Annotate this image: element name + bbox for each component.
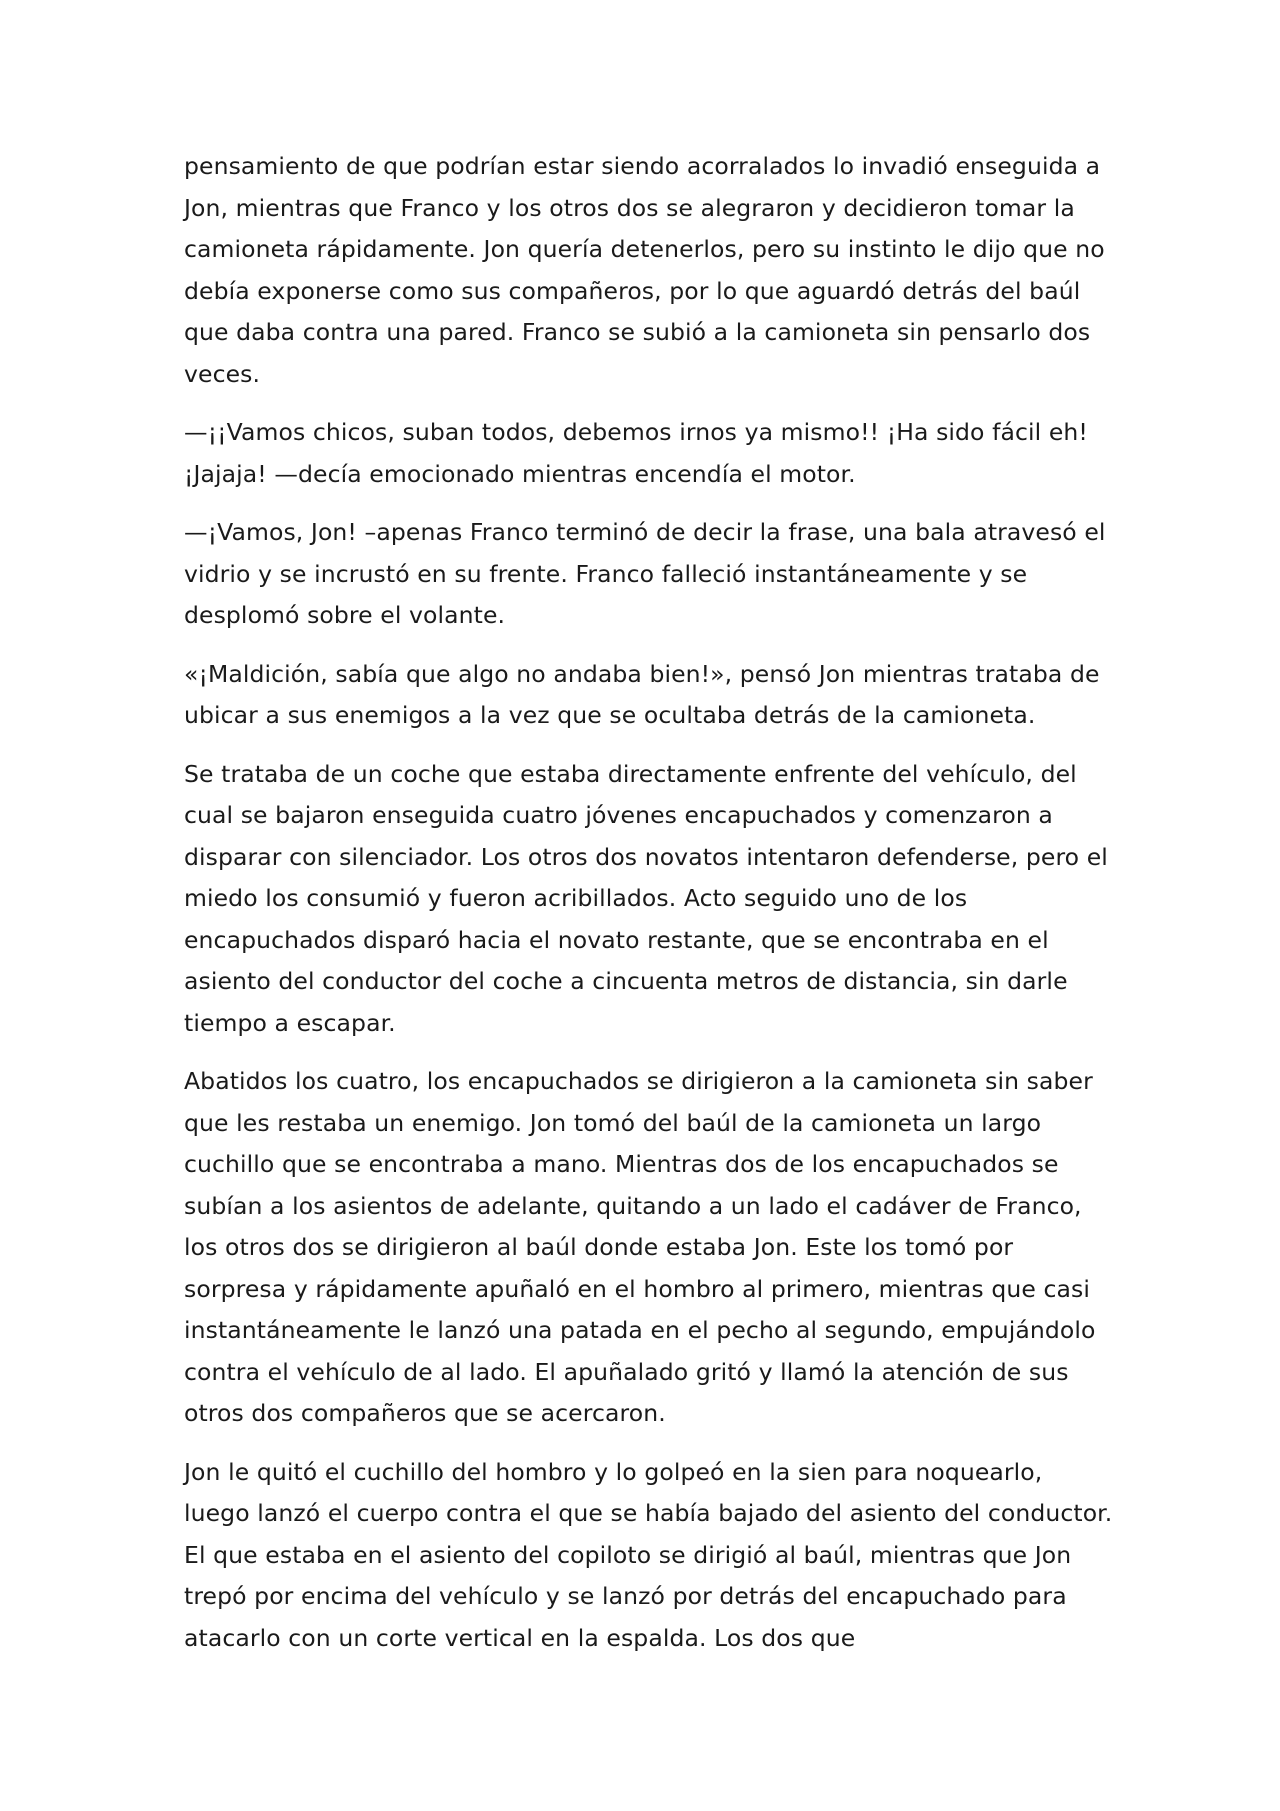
paragraph-6: Abatidos los cuatro, los encapuchados se dirigieron a la camioneta sin saber que les restaba un enemigo. Jon tomó del baúl de la camioneta un largo cuchillo que se encontraba a mano. Mientras dos de los encapuchados se subían a los asientos de adelante, quitando a un lado el cadáver de Franco, los otros dos se dirigieron al baúl donde estaba Jon. Este los tomó por sorpresa y rápidamente apuñaló en el hombro al primero, mientras que casi instantáneamente le lanzó una patada en el pecho al segundo, empujándolo contra el vehículo de al lado. El apuñalado gritó y llamó la atención de sus otros dos compañeros que se acercaron. [184, 1067, 1096, 1427]
paragraph-1: pensamiento de que podrían estar siendo acorralados lo invadió enseguida a Jon, mientras que Franco y los otros dos se alegraron y decidieron tomar la camioneta rápidamente. Jon quería detenerlos, pero su instinto le dijo que no debía exponerse como sus compañeros, por lo que aguardó detrás del baúl que daba contra una pared. Franco se subió a la camioneta sin pensarlo dos veces. [184, 152, 1105, 388]
paragraph-5: Se trataba de un coche que estaba directamente enfrente del vehículo, del cual se bajaron enseguida cuatro jóvenes encapuchados y comenzaron a disparar con silenciador. Los otros dos novatos intentaron defenderse, pero el miedo los consumió y fueron acribillados. Acto seguido uno de los encapuchados disparó hacia el novato restante, que se encontraba en el asiento del conductor del coche a cincuenta metros de distancia, sin darle tiempo a escapar. [184, 759, 1108, 1037]
paragraph-2: —¡¡Vamos chicos, suban todos, debemos irnos ya mismo!! ¡Ha sido fácil eh! ¡Jajaja! —decía emocionado mientras encendía el motor. [184, 418, 1088, 488]
body-text [184, 146, 1114, 1676]
paragraph-4: «¡Maldición, sabía que algo no andaba bien!», pensó Jon mientras trataba de ubicar a sus enemigos a la vez que se ocultaba detrás de la camioneta. [184, 659, 1100, 729]
paragraph-7: Jon le quitó el cuchillo del hombro y lo golpeó en la sien para noquearlo, luego lanzó el cuerpo contra el que se había bajado del asiento del conductor. El que estaba en el asiento del copiloto se dirigió al baúl, mientras que Jon trepó por encima del vehículo y se lanzó por detrás del encapuchado para atacarlo con un corte vertical en la espalda. Los dos que [184, 1457, 1113, 1652]
paragraph-3: —¡Vamos, Jon! –apenas Franco terminó de decir la frase, una bala atravesó el vidrio y se incrustó en su frente. Franco falleció instantáneamente y se desplomó sobre el volante. [184, 518, 1106, 629]
